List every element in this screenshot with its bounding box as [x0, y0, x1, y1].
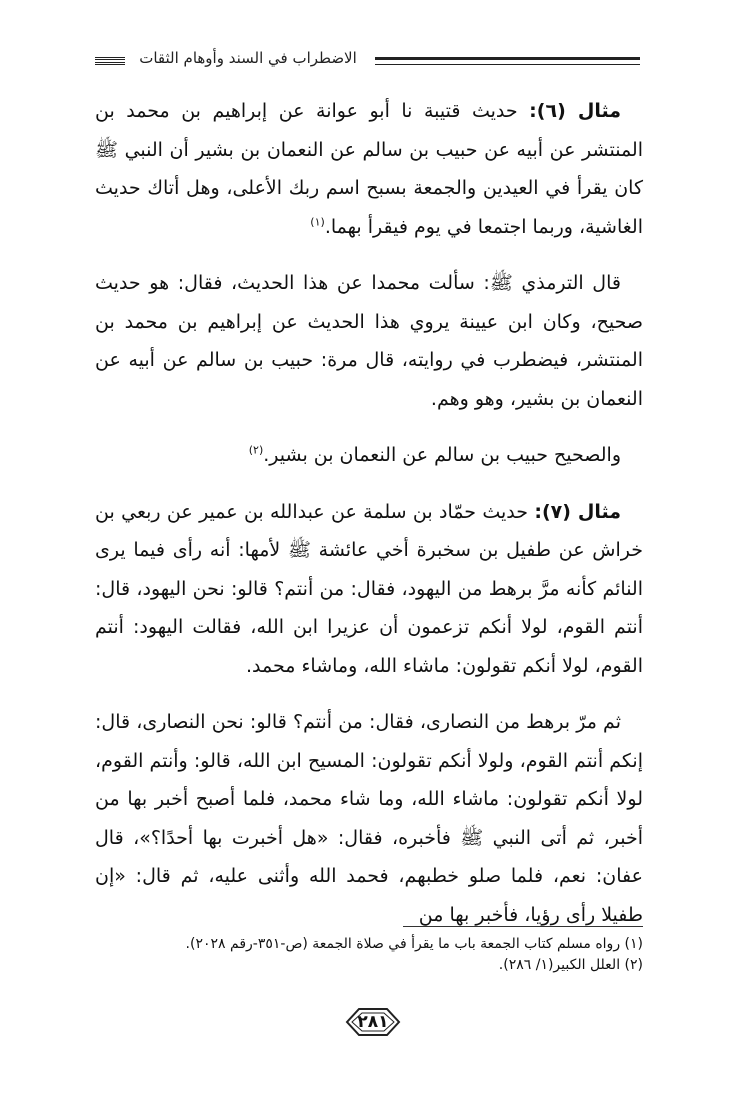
footnote-divider — [403, 926, 643, 927]
page-number-ornament — [343, 1003, 403, 1041]
header-title: الاضطراب في السند وأوهام الثقات — [139, 49, 357, 67]
running-header — [95, 40, 640, 82]
paragraph-text: والصحيح حبيب بن سالم عن النعمان بن بشير. — [263, 444, 621, 466]
paragraph-text: حديث حمّاد بن سلمة عن عبدالله بن عمير عن ربعي بن خراش عن طفيل بن سخبرة أخي عائشة ﷺ لأمها: أنه رأى فيما يرى النائم كأنه مرَّ برهط من اليهود، فقال: من أنتم؟ قالو: نحن اليهود، قال: أنتم القوم، لولا أنكم تزعمون أن عزيرا ابن الله، فقالت اليهود: أنتم القوم، لولا أنكم تقولون: ماشاء الله، وماشاء محمد. — [95, 500, 643, 677]
main-text — [95, 92, 643, 948]
paragraph-correct — [95, 436, 643, 475]
footnote-ref-2[interactable]: (٢) — [248, 443, 264, 457]
paragraph-text: قال الترمذي ﷺ: سألت محمدا عن هذا الحديث، فقال: هو حديث صحيح، وكان ابن عيينة يروي هذا الحديث عن إبراهيم بن محمد بن المنتشر، فيضطرب في روايته، قال مرة: حبيب بن سالم عن أبيه عن النعمان بن بشير، وهو وهم. — [95, 272, 643, 410]
paragraph-continuation — [95, 703, 643, 934]
paragraph-example-7 — [95, 493, 643, 686]
page-number: ٢٨١ — [357, 1012, 389, 1032]
example-label: مثال (٧): — [534, 500, 621, 523]
footnotes — [160, 934, 643, 976]
paragraph-text: حديث قتيبة نا أبو عوانة عن إبراهيم بن محمد بن المنتشر عن أبيه عن حبيب بن سالم عن النعمان بن بشير أن النبي ﷺ كان يقرأ في العيدين والجمعة بسبح اسم ربك الأعلى، وهل أتاك حديث الغاشية، وربما اجتمعا في يوم فيقرأ بهما. — [95, 100, 643, 238]
footnote-1: (١) رواه مسلم كتاب الجمعة باب ما يقرأ في صلاة الجمعة (ص-٣٥١-رقم ٢٠٢٨). — [185, 936, 643, 952]
header-ornament-left — [95, 57, 125, 65]
footnote-2: (٢) العلل الكبير(١/ ٢٨٦). — [498, 957, 643, 973]
example-label: مثال (٦): — [529, 100, 621, 122]
paragraph-example-6 — [95, 92, 643, 246]
footnote-ref-1[interactable]: (١) — [310, 215, 325, 229]
header-ornament-right — [375, 57, 640, 65]
paragraph-tirmidhi — [95, 264, 643, 418]
paragraph-text: ثم مرّ برهط من النصارى، فقال: من أنتم؟ قالو: نحن النصارى، قال: إنكم أنتم القوم، ولولا أنكم تقولون: المسيح ابن الله، قالو: وأنتم القوم، لولا أنكم تقولون: ماشاء الله، وما شاء محمد، فلما أصبح أخبر بها من أخبر، ثم أتى النبي ﷺ فأخبره، فقال: «هل أخبرت بها أحدًا؟»، قال عفان: نعم، فلما صلو خطبهم، فحمد الله وأثنى عليه، ثم قال: «إن طفيلا رأى رؤيا، فأخبر بها من — [95, 711, 643, 926]
